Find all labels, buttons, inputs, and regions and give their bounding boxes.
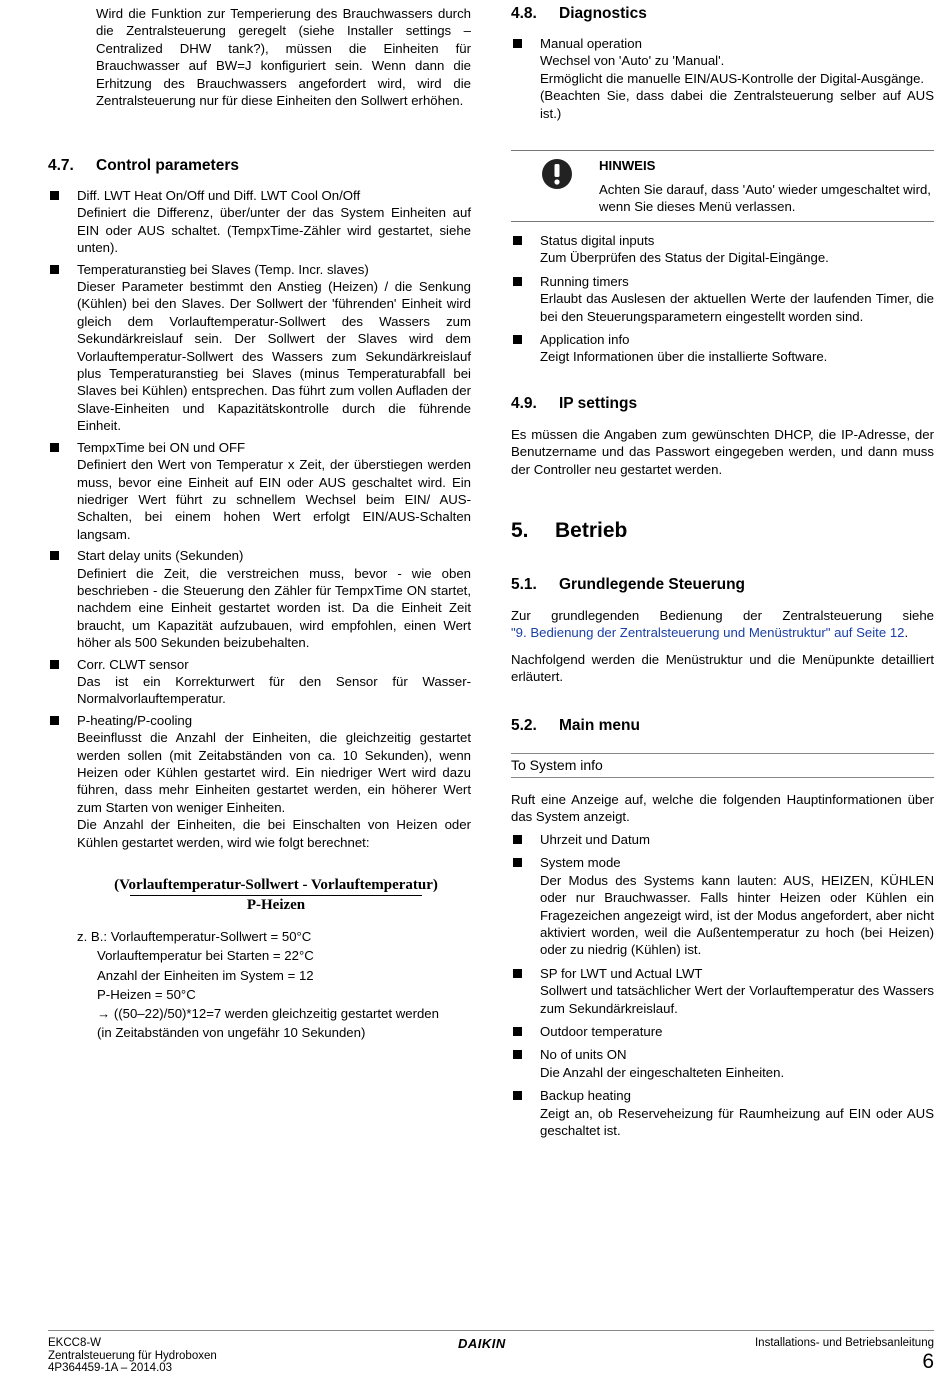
- list-item-body: Ermöglicht die manuelle EIN/AUS-Kontrolle der Digital-Ausgänge.: [540, 70, 925, 86]
- section-number: 4.8.: [511, 5, 537, 22]
- bullet-icon: [50, 443, 59, 452]
- list-item: [48, 547, 471, 651]
- list-item: [511, 35, 934, 122]
- section-number: 5.1.: [511, 576, 537, 593]
- bullet-icon: [513, 969, 522, 978]
- ip-settings-text: Es müssen die Angaben zum gewünschten DHCP, die IP-Adresse, der Benutzername und das Passwort eingegeben werden, und dann muss der Controller neu gestartet werden.: [511, 427, 934, 477]
- section-title: Diagnostics: [559, 5, 647, 22]
- list-item-body: Die Anzahl der eingeschalteten Einheiten.: [540, 1064, 785, 1080]
- example-line: → ((50–22)/50)*12=7 werden gleichzeitig gestartet werden: [97, 1006, 439, 1022]
- section-heading-diagnostics: [511, 4, 934, 24]
- list-item-body: Erlaubt das Auslesen der aktuellen Werte der laufenden Timer, die bei den Steuerungsparametern eingestellt worden sind.: [540, 291, 934, 324]
- system-info-intro: Ruft eine Anzeige auf, welche die folgenden Hauptinformationen über das System anzeigt.: [511, 792, 934, 825]
- control-parameters-list: [48, 187, 471, 855]
- section-number: 4.9.: [511, 395, 537, 412]
- bullet-icon: [513, 39, 522, 48]
- footer-product: Zentralsteuerung für Hydroboxen: [48, 1349, 217, 1362]
- example-block: [77, 927, 471, 1043]
- subheading: To System info: [511, 757, 603, 773]
- list-item-title: System mode: [540, 855, 621, 871]
- list-item-title: Corr. CLWT sensor: [77, 656, 189, 672]
- list-item: [511, 1046, 934, 1081]
- footer-doc-number: 4P364459-1A – 2014.03: [48, 1362, 173, 1374]
- bullet-icon: [513, 1027, 522, 1036]
- chapter-title: Betrieb: [555, 519, 628, 542]
- basic-text-link-line: "9. Bedienung der Zentralsteuerung und Menüstruktur" auf Seite 12.: [511, 625, 909, 640]
- system-info-list: [511, 831, 934, 1144]
- list-item: [511, 831, 934, 848]
- section-title: Control parameters: [96, 157, 239, 174]
- section-number: 4.7.: [48, 157, 74, 174]
- list-item-title: SP for LWT und Actual LWT: [540, 965, 703, 981]
- note-text: Achten Sie darauf, dass 'Auto' wieder umgeschaltet wird, wenn Sie dieses Menü verlassen.: [599, 182, 931, 215]
- section-heading-main-menu: [511, 716, 934, 736]
- bullet-icon: [513, 835, 522, 844]
- page-number: 6: [922, 1349, 934, 1373]
- example-line: Anzahl der Einheiten im System = 12: [97, 967, 314, 983]
- bullet-icon: [513, 858, 522, 867]
- list-item-title: Diff. LWT Heat On/Off und Diff. LWT Cool On/Off: [77, 188, 361, 203]
- list-item-body: Definiert die Zeit, die verstreichen muss, bevor - wie oben beschrieben - die Steuerung den Zähler für TempxTime ON startet, nachdem eine Einheit gestartet worden ist. Da die Einheit Zeit braucht, um Kapazität aufzubauen, wird empfohlen, einen Wert höher als 500 Sekunden beizubehalten.: [77, 565, 471, 651]
- bullet-icon: [513, 335, 522, 344]
- list-item: [48, 261, 471, 435]
- list-item: [511, 331, 934, 366]
- list-item-title: Application info: [540, 332, 630, 348]
- list-item-title: Outdoor temperature: [540, 1024, 663, 1040]
- basic-text: Zur grundlegenden Bedienung der Zentralsteuerung siehe: [511, 608, 934, 623]
- list-item-title: Temperaturanstieg bei Slaves (Temp. Incr. slaves): [77, 261, 369, 277]
- bullet-icon: [513, 236, 522, 245]
- list-item: [511, 273, 934, 325]
- list-item-title: Manual operation: [540, 36, 642, 51]
- note-box: [511, 150, 934, 222]
- list-item-body: Zeigt Informationen über die installierte Software.: [540, 349, 828, 365]
- bullet-icon: [50, 716, 59, 725]
- footer-right: [755, 1337, 934, 1374]
- list-item-body: Dieser Parameter bestimmt den Anstieg (Heizen) / die Senkung (Kühlen) bei den Slaves. Der Sollwert der 'führenden' Einheit wird gleich dem Vorlauftemperatur-Sollwert des Wassers zum Sekundärkreislauf sein. Der Sollwert der Slaves wird dem Vorlauftemperatur-Sollwert des Wassers zum Sekundärkreislauf plus Temperaturanstieg bei Slaves (minus Temperaturabfall bei Slaves bei Kühlen) entsprechen. Das führt zum vollen Aufladen der Slave-Einheiten und Kapazitätskontrolle durch die führende Einheit.: [77, 279, 471, 434]
- list-item-body: Wechsel von 'Auto' zu 'Manual'.: [540, 53, 725, 69]
- footer-left: [48, 1337, 217, 1375]
- warning-icon: [541, 158, 573, 190]
- cross-reference-link[interactable]: "9. Bedienung der Zentralsteuerung und Menüstruktur" auf Seite 12: [511, 625, 905, 640]
- formula-denominator: P-Heizen: [246, 897, 306, 913]
- footer-manual-title: Installations- und Betriebsanleitung: [754, 1337, 934, 1349]
- formula-numerator: (Vorlauftemperatur-Sollwert - Vorlauftemperatur): [114, 877, 438, 893]
- list-item: [511, 1023, 934, 1040]
- list-item: [48, 712, 471, 851]
- bullet-icon: [513, 1091, 522, 1100]
- page-footer: [48, 1330, 934, 1374]
- intro-paragraph: Wird die Funktion zur Temperierung des Brauchwassers durch die Zentralsteuerung geregelt (siehe Installer settings – Centralized DHW tank?), müssen die Einheiten für Brauchwasser auf BW=J konfiguriert sein. Wenn dann die Erhitzung des Brauchwassers angefordert wird, wird die Zentralsteuerung nur für diese Einheiten den Sollwert erhöhen.: [96, 6, 471, 109]
- bullet-icon: [50, 265, 59, 274]
- section-number: 5.2.: [511, 717, 537, 734]
- list-item-title: Running timers: [540, 273, 629, 289]
- list-item-body: Das ist ein Korrekturwert für den Sensor für Wasser-Normalvorlauftemperatur.: [77, 673, 471, 707]
- bullet-icon: [50, 551, 59, 560]
- list-item: [511, 854, 934, 958]
- bullet-icon: [50, 191, 59, 200]
- chapter-heading: [511, 518, 934, 544]
- section-title: Main menu: [559, 717, 640, 734]
- list-item-body: Definiert die Differenz, über/unter der das System Einheiten auf EIN oder AUS schaltet. (TempxTime-Zähler wird gestartet, siehe unten).: [77, 205, 471, 256]
- list-item: [511, 965, 934, 1017]
- example-line: z. B.: Vorlauftemperatur-Sollwert = 50°C: [77, 929, 312, 944]
- list-item: [511, 1087, 934, 1139]
- list-item: [48, 187, 471, 257]
- list-item-title: Status digital inputs: [540, 233, 655, 248]
- formula: [86, 876, 466, 915]
- list-item-title: Uhrzeit und Datum: [540, 832, 650, 847]
- list-item-title: Backup heating: [540, 1088, 631, 1104]
- basic-text-2: Nachfolgend werden die Menüstruktur und die Menüpunkte detailliert erläutert.: [511, 652, 934, 685]
- list-item-body: (Beachten Sie, dass dabei die Zentralsteuerung selber auf AUS ist.): [540, 88, 934, 121]
- list-item: [48, 439, 471, 543]
- list-item-title: No of units ON: [540, 1047, 627, 1063]
- diagnostics-list: [511, 232, 934, 370]
- section-heading-control-parameters: [48, 156, 471, 176]
- list-item-title: P-heating/P-cooling: [77, 712, 193, 728]
- section-heading-ip-settings: [511, 394, 934, 414]
- bullet-icon: [513, 1050, 522, 1059]
- daikin-logo: DAIKIN: [458, 1336, 506, 1351]
- list-item-body: Beeinflusst die Anzahl der Einheiten, die gleichzeitig gestartet werden sollen (mit Zeitabständen von ca. 10 Sekunden), wenn Heizen oder Kühlen gestartet wird. Ein niedriger Wert wird dazu führen, dass mehr Einheiten gestartet werden, ein höherer Wert zum Starten von weniger Einheiten.: [77, 730, 471, 815]
- example-line: P-Heizen = 50°C: [97, 986, 196, 1002]
- list-item: [511, 232, 934, 267]
- list-item-body: Der Modus des Systems kann lauten: AUS, HEIZEN, KÜHLEN oder nur Brauchwasser. Falls hinter Heizen oder Kühlen ein Fragezeichen angezeigt wird, ist der Modus angefordert, aber nicht aktiviert worden, weil die Außentemperatur zu hoch (bei Heizen) oder zu niedrig (Kühlen) ist.: [540, 872, 934, 958]
- list-item-title: TempxTime bei ON und OFF: [77, 439, 246, 455]
- section-title: Grundlegende Steuerung: [559, 576, 746, 593]
- example-line: Vorlauftemperatur bei Starten = 22°C: [97, 948, 314, 964]
- subheading-bar: [511, 753, 934, 778]
- example-line: (in Zeitabständen von ungefähr 10 Sekunden): [97, 1025, 366, 1041]
- section-title: IP settings: [559, 395, 638, 412]
- footer-model: EKCC8-W: [48, 1337, 102, 1349]
- list-item-body: Definiert den Wert von Temperatur x Zeit, der überstiegen werden muss, bevor eine Einheit auf EIN oder AUS geschaltet wird. Ein niedriger Wert führt zu schnellem Wechsel beim EIN/ AUS-Schalten, bei einem hohen Wert erfolgt EIN/AUS-Schalten langsam.: [77, 457, 471, 542]
- note-title: HINWEIS: [599, 158, 656, 173]
- pheating-extra: Die Anzahl der Einheiten, die bei Einschalten von Heizen oder Kühlen gestartet werden, wird wie folgt berechnet:: [77, 817, 471, 850]
- list-item-body: Zum Überprüfen des Status der Digital-Eingänge.: [540, 250, 829, 266]
- list-item-body: Zeigt an, ob Reserveheizung für Raumheizung auf EIN oder AUS geschaltet ist.: [540, 1105, 934, 1139]
- section-heading-basic-control: [511, 575, 934, 595]
- bullet-icon: [50, 660, 59, 669]
- chapter-number: 5.: [511, 519, 529, 542]
- list-item-title: Start delay units (Sekunden): [77, 548, 244, 564]
- bullet-icon: [513, 277, 522, 286]
- list-item: [48, 656, 471, 708]
- list-item-body: Sollwert und tatsächlicher Wert der Vorlauftemperatur des Wassers zum Sekundärkreislauf.: [540, 983, 934, 1016]
